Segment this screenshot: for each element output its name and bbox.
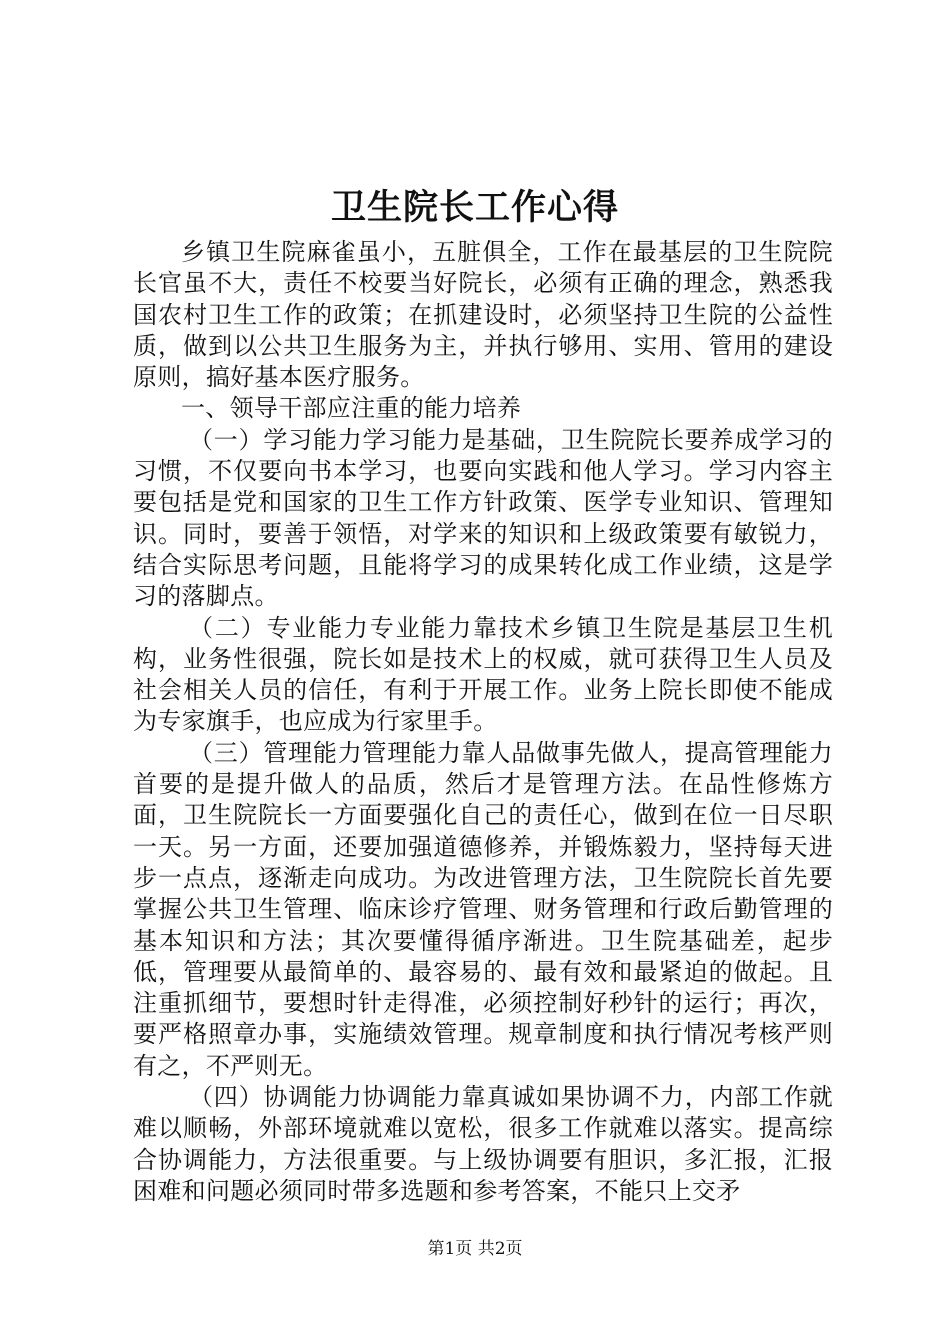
document-title: 卫生院长工作心得 [330, 187, 619, 228]
paragraph-professional-ability: （二）专业能力专业能力靠技术乡镇卫生院是基层卫生机构，业务性很强，院长如是技术上的权威，就可获得卫生人员及社会相关人员的信任，有利于开展工作。业务上院长即使不能成为专家旗手，也应成为行家里手。 [133, 613, 833, 736]
document-body [133, 237, 833, 1207]
paragraph-management-ability: （三）管理能力管理能力靠人品做事先做人，提高管理能力首要的是提升做人的品质，然后才是管理方法。在品性修炼方面，卫生院院长一方面要强化自己的责任心，做到在位一日尽职一天。另一方面，还要加强道德修养，并锻炼毅力，坚持每天进步一点点，逐渐走向成功。为改进管理方法，卫生院院长首先要掌握公共卫生管理、临床诊疗管理、财务管理和行政后勤管理的基本知识和方法；其次要懂得循序渐进。卫生院基础差，起步低，管理要从最简单的、最容易的、最有效和最紧迫的做起。且注重抓细节，要想时针走得准，必须控制好秒针的运行；再次，要严格照章办事，实施绩效管理。规章制度和执行情况考核严则有之，不严则无。 [133, 738, 833, 1080]
paragraph-intro: 乡镇卫生院麻雀虽小，五脏俱全，工作在最基层的卫生院院长官虽不大，责任不校要当好院长，必须有正确的理念，熟悉我国农村卫生工作的政策；在抓建设时，必须坚持卫生院的公益性质，做到以公共卫生服务为主，并执行够用、实用、管用的建设原则，搞好基本医疗服务。 [133, 238, 833, 392]
section-heading: 一、领导干部应注重的能力培养 [181, 394, 522, 423]
paragraph-learning-ability: （一）学习能力学习能力是基础，卫生院院长要养成学习的习惯，不仅要向书本学习，也要向实践和他人学习。学习内容主要包括是党和国家的卫生工作方针政策、医学专业知识、管理知识。同时，要善于领悟，对学来的知识和上级政策要有敏锐力，结合实际思考问题，且能将学习的成果转化成工作业绩，这是学习的落脚点。 [133, 425, 833, 611]
page-footer: 第1页 共2页 [427, 1239, 523, 1259]
paragraph-coordination-ability: （四）协调能力协调能力靠真诚如果协调不力，内部工作就难以顺畅，外部环境就难以宽松，很多工作就难以落实。提高综合协调能力，方法很重要。与上级协调要有胆识，多汇报，汇报困难和问题必须同时带多选题和参考答案，不能只上交矛 [133, 1083, 833, 1205]
